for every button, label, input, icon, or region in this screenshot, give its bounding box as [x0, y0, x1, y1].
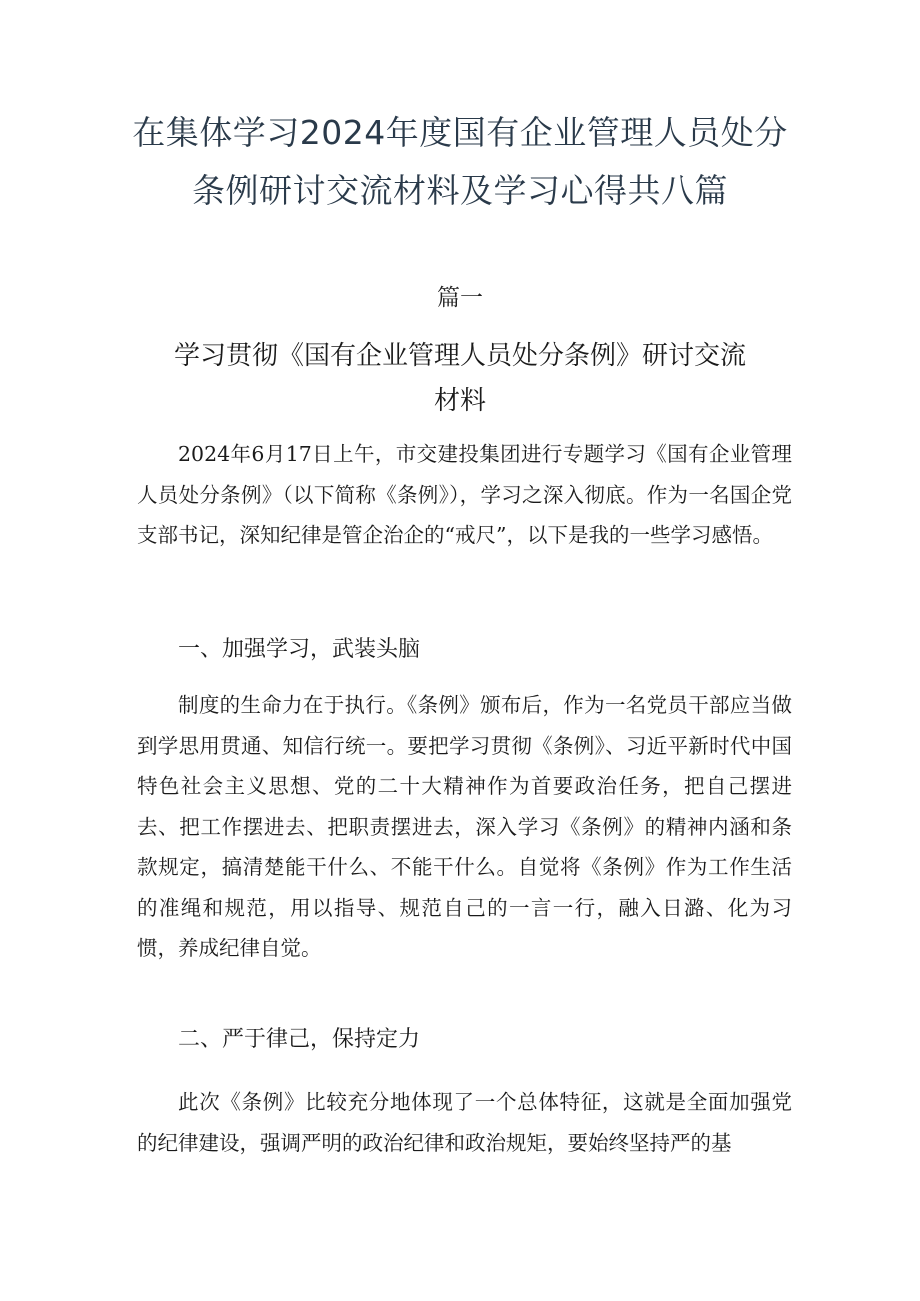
article-title: 学习贯彻《国有企业管理人员处分条例》研讨交流材料 [173, 341, 746, 416]
paragraph-discipline: 此次《条例》比较充分地体现了一个总体特征，这就是全面加强党的纪律建设，强调严明的政治纪律和政治规矩，要始终坚持严的基 [137, 1090, 792, 1155]
section-label: 篇一 [437, 285, 483, 311]
document-title: 在集体学习2024年度国有企业管理人员处分条例研讨交流材料及学习心得共八篇 [132, 113, 788, 210]
heading-study: 一、加强学习，武装头脑 [178, 637, 421, 662]
paragraph-intro: 2024年6月17日上午，市交建投集团进行专题学习《国有企业管理人员处分条例》（以下简称《条例》），学习之深入彻底。作为一名国企党支部书记，深知纪律是管企治企的“戒尺”，以下是我的一些学习感悟。 [137, 442, 792, 547]
heading-discipline: 二、严于律己，保持定力 [178, 1027, 421, 1052]
paragraph-study: 制度的生命力在于执行。《条例》颁布后，作为一名党员干部应当做到学思用贯通、知信行统一。要把学习贯彻《条例》、习近平新时代中国特色社会主义思想、党的二十大精神作为首要政治任务，把自己摆进去、把工作摆进去、把职责摆进去，深入学习《条例》的精神内涵和条款规定，搞清楚能干什么、不能干什么。自觉将《条例》作为工作生活的准绳和规范，用以指导、规范自己的一言一行，融入日潞、化为习惯，养成纪律自觉。 [137, 693, 792, 960]
